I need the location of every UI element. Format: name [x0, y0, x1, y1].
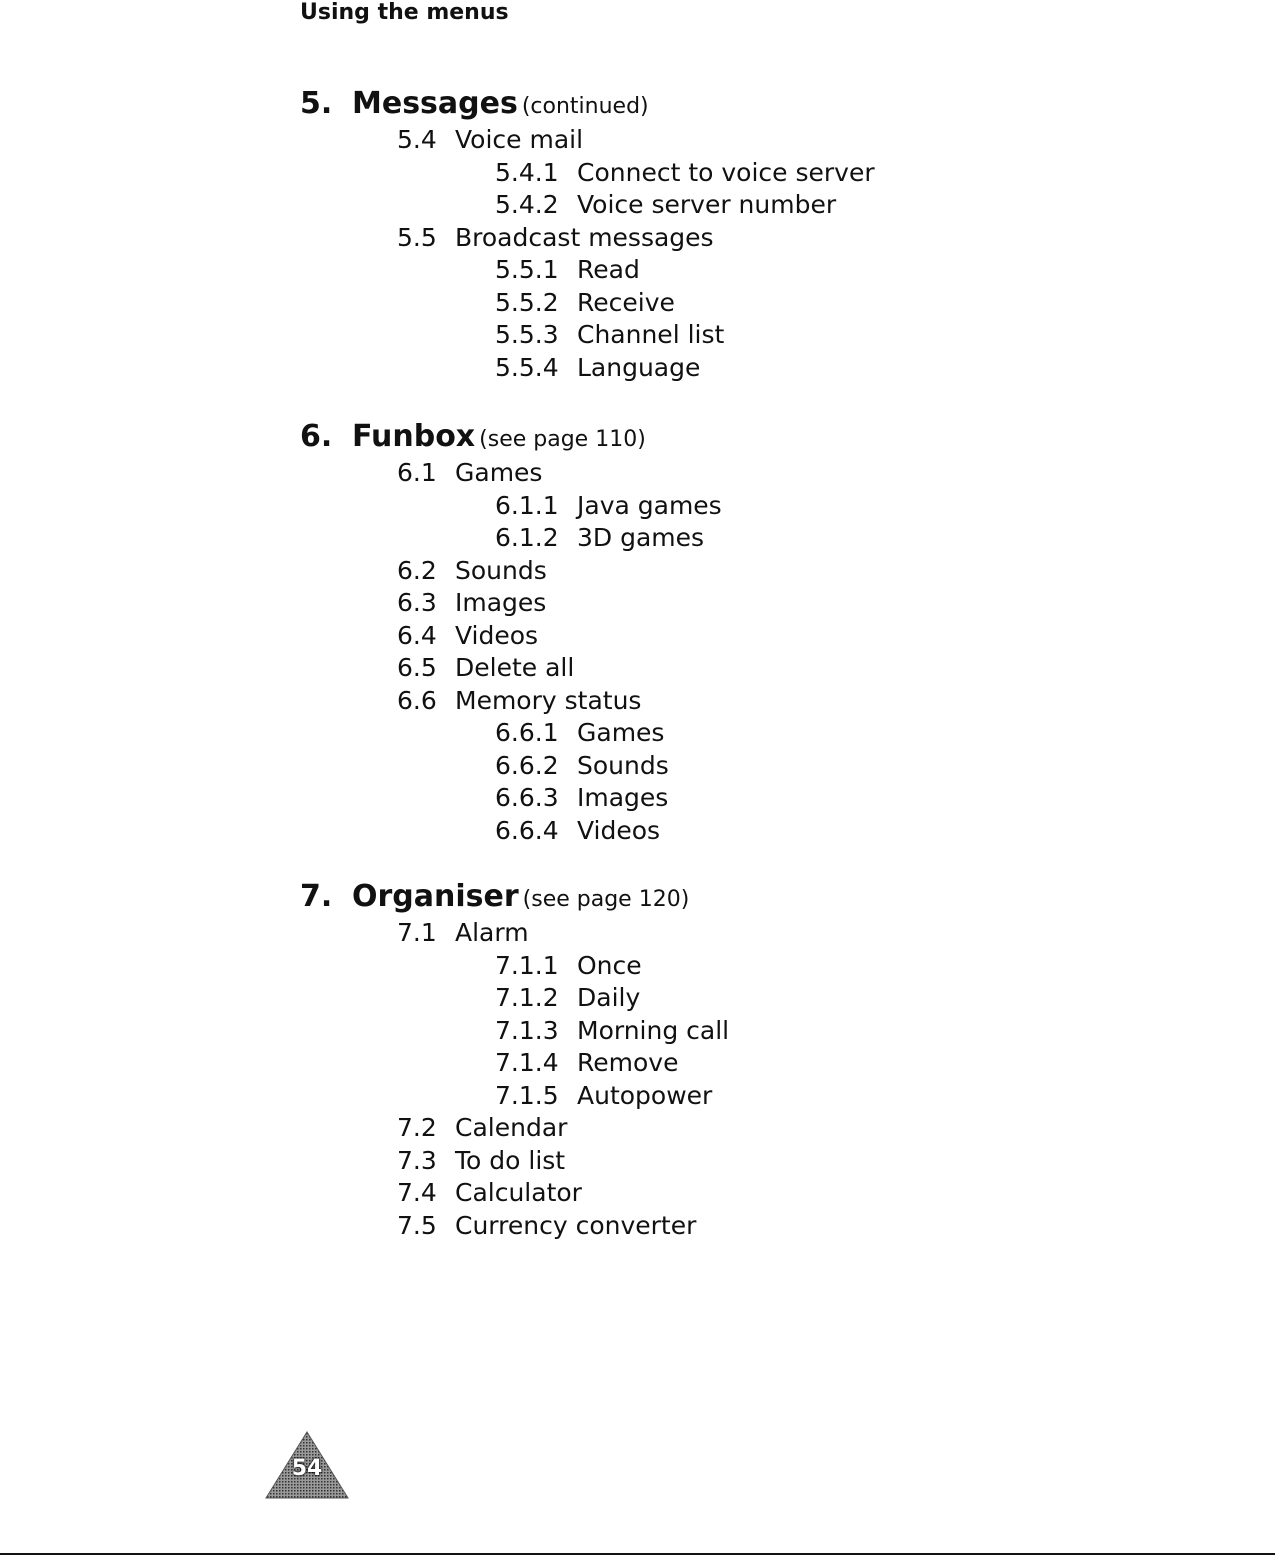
menu-item	[300, 620, 722, 653]
section-name: Organiser	[352, 879, 519, 914]
submenu-item	[300, 1047, 729, 1080]
menu-item-label: Alarm	[455, 918, 529, 947]
section-title	[300, 84, 875, 124]
menu-item-label: Broadcast messages	[455, 222, 714, 252]
menu-item-number: 7.4	[397, 1178, 437, 1207]
submenu-item	[300, 352, 875, 385]
menu-item-label: Calculator	[455, 1178, 582, 1207]
menu-item-number: 7.3	[397, 1145, 437, 1175]
menu-item-number: 6.6	[397, 685, 437, 715]
submenu-item-label: Read	[577, 255, 640, 284]
submenu-item-label: Sounds	[577, 750, 669, 780]
submenu-item	[300, 950, 729, 983]
submenu-item-number: 7.1.2	[495, 983, 559, 1012]
menu-item-number: 6.2	[397, 555, 437, 585]
menu-item	[300, 685, 722, 718]
footer-rule	[0, 1553, 1275, 1555]
submenu-item-label: Videos	[577, 815, 661, 845]
submenu-item	[300, 717, 722, 750]
menu-item-number: 6.1	[397, 458, 437, 487]
menu-item	[300, 457, 722, 490]
submenu-item-number: 6.6.3	[495, 783, 559, 812]
submenu-item	[300, 982, 729, 1015]
section-note: (see page 120)	[522, 887, 690, 912]
menu-item-number: 7.5	[397, 1210, 437, 1240]
section-name: Messages	[352, 86, 518, 121]
menu-item	[300, 124, 875, 157]
submenu-item-number: 5.5.2	[495, 287, 559, 317]
submenu-item	[300, 782, 722, 815]
submenu-item	[300, 157, 875, 190]
submenu-item-label: Channel list	[577, 320, 725, 349]
menu-item-number: 7.1	[397, 918, 437, 947]
page-number: 54	[291, 1456, 323, 1481]
submenu-item-number: 6.1.1	[495, 490, 559, 520]
section-organiser	[300, 877, 729, 1242]
menu-item-number: 5.4	[397, 125, 437, 154]
menu-item	[300, 1177, 729, 1210]
submenu-item-number: 7.1.3	[495, 1015, 559, 1045]
submenu-item-number: 7.1.1	[495, 950, 559, 980]
submenu-item-label: Morning call	[577, 1015, 730, 1045]
menu-item	[300, 587, 722, 620]
submenu-item-number: 5.5.1	[495, 255, 559, 284]
menu-item-label: Voice mail	[455, 125, 584, 154]
submenu-item-label: Connect to voice server	[577, 157, 875, 187]
menu-item-number: 6.4	[397, 620, 437, 650]
menu-item-number: 6.3	[397, 588, 437, 617]
menu-item-label: Games	[455, 458, 543, 487]
menu-item-number: 6.5	[397, 653, 437, 682]
submenu-item	[300, 254, 875, 287]
submenu-item-label: Receive	[577, 287, 675, 317]
section-name: Funbox	[352, 419, 476, 454]
submenu-item	[300, 490, 722, 523]
menu-item-label: Memory status	[455, 685, 642, 715]
submenu-item-label: Language	[577, 352, 701, 382]
menu-item-label: Images	[455, 588, 547, 617]
submenu-item-number: 5.4.2	[495, 190, 559, 219]
menu-item-number: 5.5	[397, 222, 437, 252]
submenu-item	[300, 1080, 729, 1113]
submenu-item-number: 6.6.2	[495, 750, 559, 780]
submenu-item	[300, 750, 722, 783]
menu-item-label: Currency converter	[455, 1210, 697, 1240]
menu-item	[300, 1112, 729, 1145]
submenu-item	[300, 1015, 729, 1048]
section-title	[300, 417, 722, 457]
menu-item	[300, 555, 722, 588]
submenu-item-number: 7.1.4	[495, 1048, 559, 1077]
section-title	[300, 877, 729, 917]
submenu-item-label: Remove	[577, 1048, 679, 1077]
submenu-item	[300, 522, 722, 555]
menu-item-label: Sounds	[455, 555, 547, 585]
menu-item-label: Calendar	[455, 1113, 568, 1142]
menu-item	[300, 917, 729, 950]
page-number-badge	[264, 1430, 350, 1500]
menu-item-label: Videos	[455, 620, 539, 650]
menu-item	[300, 1210, 729, 1243]
menu-item	[300, 1145, 729, 1178]
submenu-item-number: 5.4.1	[495, 157, 559, 187]
menu-item	[300, 222, 875, 255]
section-number: 7.	[300, 879, 333, 914]
section-funbox	[300, 417, 722, 847]
submenu-item	[300, 319, 875, 352]
submenu-item-number: 5.5.4	[495, 352, 559, 382]
section-messages	[300, 84, 875, 384]
submenu-item-number: 6.6.4	[495, 815, 559, 845]
section-note: (continued)	[521, 94, 649, 119]
submenu-item	[300, 287, 875, 320]
submenu-item-number: 7.1.5	[495, 1080, 559, 1110]
running-header: Using the menus	[300, 0, 509, 25]
submenu-item	[300, 189, 875, 222]
submenu-item-label: Voice server number	[577, 190, 837, 219]
submenu-item-label: Images	[577, 783, 669, 812]
submenu-item	[300, 815, 722, 848]
submenu-item-label: Java games	[577, 490, 722, 520]
section-number: 6.	[300, 419, 333, 454]
menu-item	[300, 652, 722, 685]
submenu-item-label: Daily	[577, 983, 641, 1012]
menu-item-label: Delete all	[455, 653, 575, 682]
submenu-item-label: Games	[577, 718, 665, 747]
submenu-item-label: 3D games	[577, 523, 705, 552]
submenu-item-label: Once	[577, 950, 642, 980]
menu-item-label: To do list	[455, 1145, 566, 1175]
submenu-item-number: 5.5.3	[495, 320, 559, 349]
submenu-item-number: 6.6.1	[495, 718, 559, 747]
submenu-item-number: 6.1.2	[495, 523, 559, 552]
menu-item-number: 7.2	[397, 1113, 437, 1142]
section-note: (see page 110)	[479, 427, 646, 452]
submenu-item-label: Autopower	[577, 1080, 713, 1110]
section-number: 5.	[300, 86, 333, 121]
